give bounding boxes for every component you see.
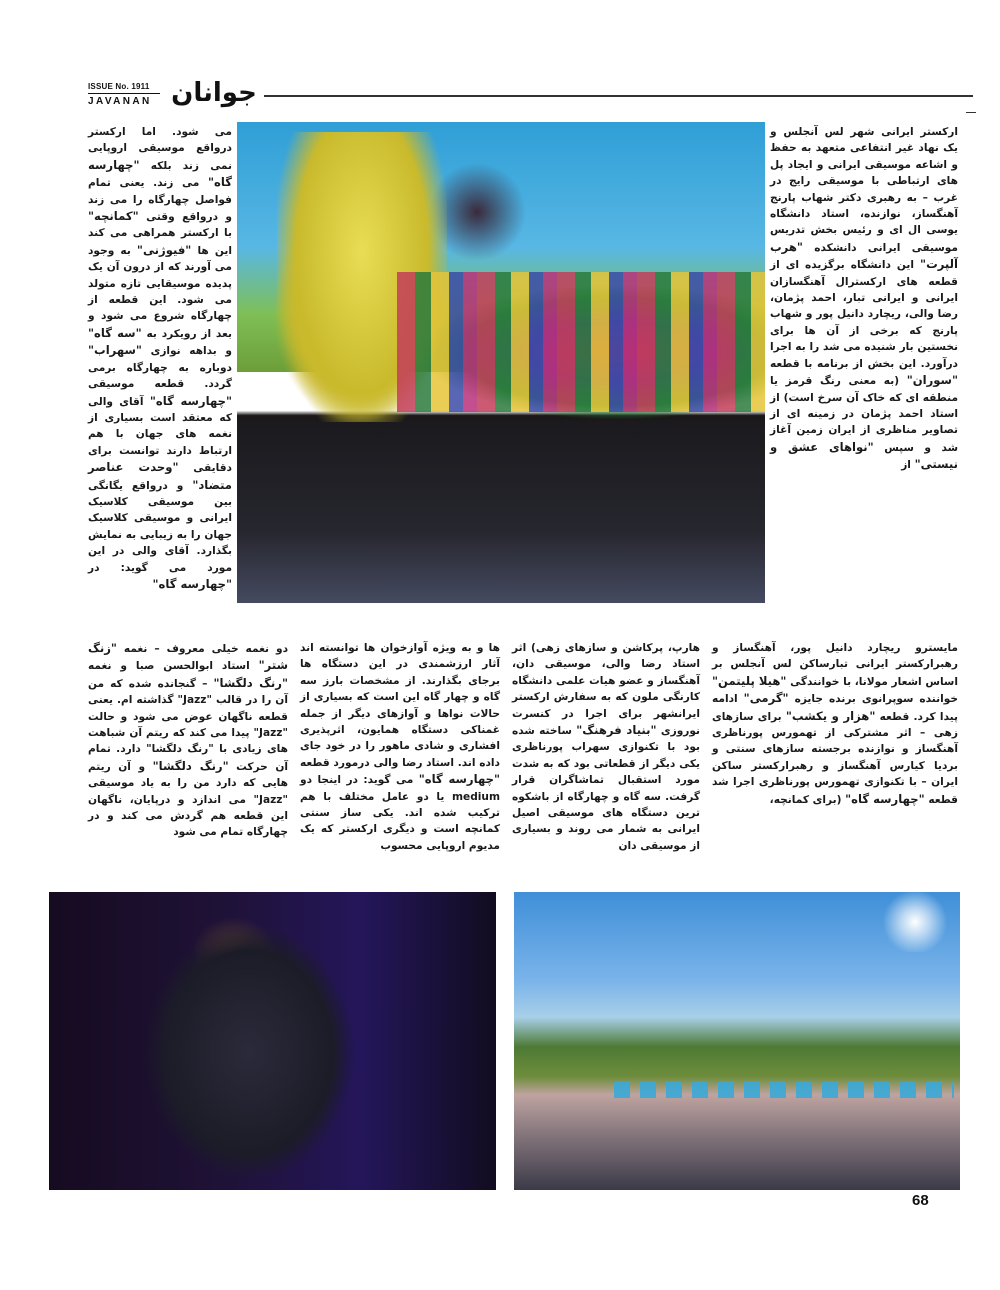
bold-term: "رنگ دلگشا" <box>152 758 229 773</box>
page-number: 68 <box>912 1192 929 1209</box>
text-run: هارپ، پرکاشن و سازهای زهی) اثر استاد رضا والی، موسیقی دان، آهنگساز و عضو هیات علمی دانشگاه کارنگی ملون که به سفارش ارکستر ایرانشهر برای اجرا در کنسرت نوروزی <box>512 642 700 738</box>
article-column-right-top <box>770 124 958 474</box>
article-column-left-top <box>88 124 232 593</box>
bold-term: "نواهای عشق و نیستی" <box>770 439 958 472</box>
text-run: با ارکستر همراهی می کند این ها <box>88 227 233 257</box>
projected-dancers-line <box>397 272 765 412</box>
text-run: ها و به ویژه آوازخوان ها توانسته اند آثار ارزشمندی در این دستگاه ها برجای بگذارند. از مشخصات بارز سه گاه و چهار گاه این است که بسیاری از حالات نواها و آوازهای دیگر از جمله غمناکی دستگاه همایون، اثرپذیری افشاری و شادی ماهور را در خود جای داده اند. استاد رضا والی درمورد قطعه <box>300 642 500 769</box>
article-column-bottom-1 <box>712 640 958 808</box>
text-run: برای سازهای زهی – اثر مشترکی از تهمورس پورناظری آهنگساز و نوازنده برجسته سازهای سنتی و بردیا کیارس آهنگساز و رهبرارکستر ساکن ایران – با تکنوازی تهمورس پورناظری اجرا شد قطعه <box>712 710 958 806</box>
text-run: دوباره به چهارگاه برمی گردد. قطعه موسیقی <box>88 361 232 391</box>
text-run: به وجود می آورند که از درون آن یک پدیده موسیقایی تازه متولد می شود. این قطعه از چهارگاه شروع می شود و بعد از رویکرد به <box>88 244 233 340</box>
text-run: می زند. یعنی تمام فواصل چهارگاه را می زند و درواقع وقتی <box>88 177 232 224</box>
bold-term: "چهارسه گاه" <box>149 393 232 408</box>
text-run: و بداهه نوازی <box>141 345 232 358</box>
text-run: ارکستر ایرانی شهر لس آنجلس و یک نهاد غیر انتفاعی متعهد به حفظ و اشاعه موسیقی ایرانی و ایجاد پل های ارتباطی با موسیقی رایج در غرب – به رهبری دکتر شهاب پارنج آهنگساز، نوازنده، استاد دانشگاه یوسی ال ای و رئیس بخش تدریس موسیقی ایرانی دانشکده <box>770 126 958 254</box>
text-run: و آن ریتم هایی که دارد من را به یاد موسیقی "Jazz" می اندازد و درپایان، ناگهان این قطعه هم گردش می کند و در چهارگاه تمام می شود <box>88 760 288 839</box>
bold-term: "فیوژنی" <box>136 242 192 257</box>
bold-term: "وحدت عناصر متضاد" <box>88 460 232 492</box>
text-run: و درواقع یگانگی بین موسیقی کلاسیک ایرانی و موسیقی کلاسیک جهان را به زیبایی به نمایش بگذارد. آقای والی در این مورد می گوید: در <box>88 479 232 574</box>
article-column-bottom-4 <box>88 640 288 841</box>
sun-flare <box>880 892 950 952</box>
orchestra-photo <box>237 122 765 603</box>
kamancheh-player-photo <box>49 892 496 1190</box>
bold-term: "رنگ دلگشا" <box>213 675 289 690</box>
bold-term: "هیلا پلیتمن" <box>712 673 787 688</box>
orchestra-stage <box>237 422 765 603</box>
article-column-bottom-3 <box>300 640 500 854</box>
text-run: می شود. اما ارکستر درواقع موسیقی اروپایی نمی زند بلکه <box>88 126 232 172</box>
bold-term: "چهارسه گاه" <box>88 157 232 190</box>
text-run: – گنجانده شده که من آن را در قالب "Jazz" گذاشته ام. یعنی قطعه ناگهان عوض می شود و حالت "Jazz" پیدا می کند که ریتم آن شباهت های زیادی با "رنگ دلگشا" دارد. تمام آن حرکت <box>88 677 288 773</box>
issue-divider <box>88 93 160 94</box>
text-run: از <box>901 459 915 472</box>
bold-term: "سهراب" <box>88 343 142 358</box>
text-run: (به معنی رنگ قرمز یا منطقه ای که خاک آن سرخ است) از استاد احمد پژمان در زمینه ای از تصاویر مناظری از ایران زمین آغاز شد و سپس <box>770 375 958 454</box>
bold-term: "گرمی" <box>743 691 789 706</box>
text-run: (برای کمانچه، <box>769 793 846 806</box>
bold-term: "زنگ شتر" <box>88 641 288 673</box>
text-run: خواننده سوپرانوی برنده جایزه <box>788 693 958 706</box>
text-run: این دانشگاه برگزیده ای از قطعه های ارکسترال آهنگسازان ایرانی و ایرانی تبار، احمد پژمان، رضا والی، ریچارد دانیل پور و شهاب پارنج که برخی از آن ها برای نخستین بار شنیده می شد را به اجرا درآورد. این بخش از برنامه با قطعه <box>770 259 958 370</box>
javanan-logo: جوانان <box>171 78 257 108</box>
header-rule <box>264 95 973 97</box>
text-run: دو نغمه خیلی معروف – نغمه <box>116 643 288 655</box>
outdoor-crowd-photo <box>514 892 960 1190</box>
header-tick <box>966 112 976 113</box>
issue-number: ISSUE No. 1911 <box>88 82 150 91</box>
bold-term: "چهارسه گاه" <box>152 576 232 591</box>
bold-term: "چهارسه گاه" <box>418 772 500 787</box>
bold-term: "کمانچه" <box>88 209 139 224</box>
bold-term: "هرب آلپرت" <box>770 239 958 272</box>
umbrella-row <box>614 1082 954 1098</box>
bold-term: "بنیاد فرهنگ" <box>576 723 657 738</box>
text-run: آقای والی که معتقد است بسیاری از نغمه های جهان با هم ارتباط دارند توانست برای دقایقی <box>88 395 232 475</box>
masthead <box>88 78 973 112</box>
text-run: می گوید: در اینجا دو medium یا دو عامل مختلف با هم ترکیب شده اند. یکی ساز سنتی کمانچه است و دیگری ارکستر که یک مدیوم اروپایی محسوب <box>300 774 500 852</box>
bold-term: "سه گاه" <box>88 325 142 340</box>
brand-name-english: JAVANAN <box>88 96 152 107</box>
bold-term: "سوران" <box>906 373 958 388</box>
text-run: استاد ابوالحسن صبا و نغمه <box>88 660 259 673</box>
bold-term: "چهارسه گاه" <box>845 791 925 806</box>
text-run: ساخته شده بود با تکنوازی سهراب پورناظری یکی دیگر از قطعاتی بود که به شدت مورد استقبال تماشاگران قرار گرفت. سه گاه و چهارگاه از باشکوه ترین دستگاه های موسیقی اصیل ایرانی به شمار می روند و بسیاری از موسیقی دان <box>512 725 700 852</box>
text-run: ادامه پیدا کرد. قطعه <box>712 693 958 723</box>
article-column-bottom-2 <box>512 640 700 854</box>
bold-term: "هزار و یکشب" <box>785 708 876 723</box>
text-run: مایسترو ریچارد دانیل پور، آهنگساز و رهبرارکستر ایرانی تبارساکن لس آنجلس بر اساس اشعار مولانا، با خوانندگی <box>712 642 958 688</box>
